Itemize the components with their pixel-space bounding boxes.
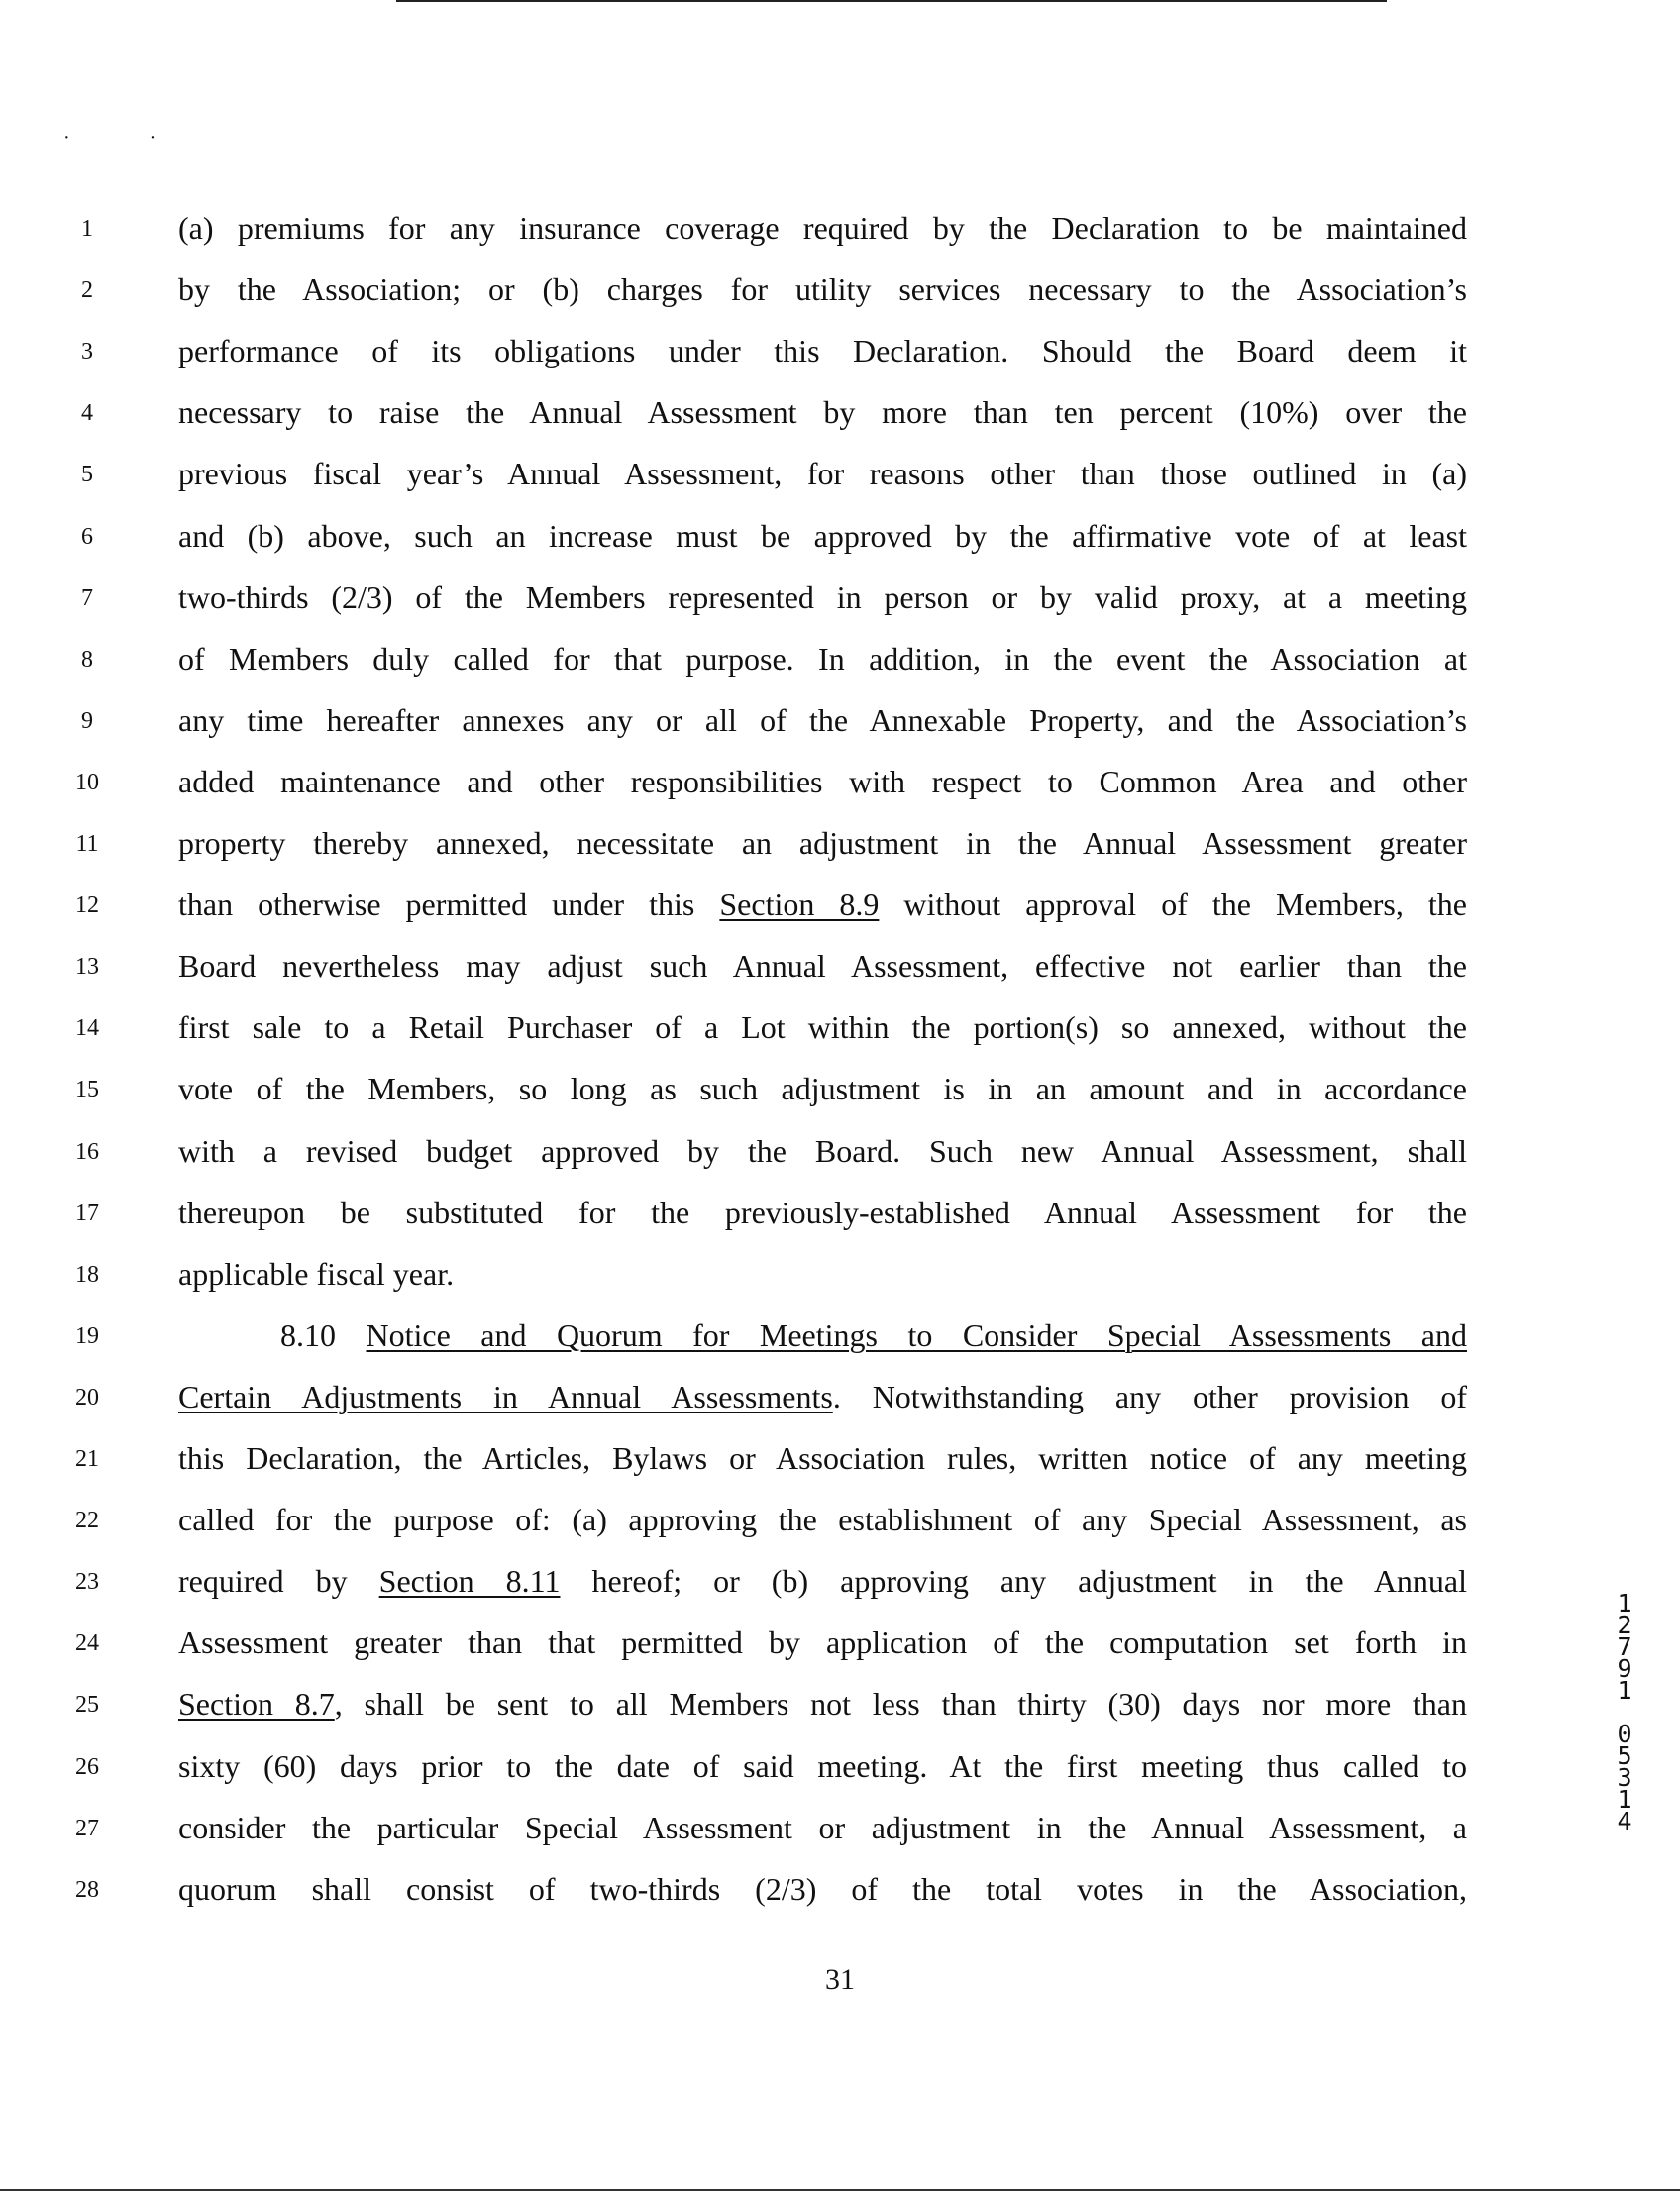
line-text [178, 1379, 1467, 1415]
line-number: 9 [81, 707, 93, 734]
line-number: 11 [75, 831, 99, 857]
line-text [178, 1563, 1467, 1600]
stamp-digit: 7 [1617, 1632, 1632, 1661]
text-line [0, 518, 1680, 558]
section-reference: Certain Adjustments in Annual Assessments [178, 1378, 833, 1414]
text-segment: , shall be sent to all Members not less than thirty (30) days nor more than [334, 1686, 1468, 1723]
text-segment: this Declaration, the Articles, Bylaws or Association rules, written notice of any meeting [178, 1440, 1467, 1476]
line-number: 4 [81, 400, 93, 427]
text-segment: vote of the Members, so long as such adjustment is in an amount and in accordance [178, 1071, 1467, 1107]
line-number: 15 [75, 1077, 99, 1103]
line-text [178, 1748, 1467, 1785]
stamp-digit: 1 [1617, 1676, 1632, 1705]
text-segment: without approval of the Members, the [879, 887, 1468, 923]
line-number: 6 [81, 523, 93, 550]
text-line [0, 1871, 1680, 1911]
text-line [0, 394, 1680, 434]
line-number: 19 [75, 1322, 99, 1349]
text-segment: added maintenance and other responsibilities with respect to Common Area and other [178, 763, 1467, 799]
text-segment: first sale to a Retail Purchaser of a Lot within the portion(s) so annexed, without the [178, 1009, 1467, 1046]
line-number: 26 [75, 1753, 99, 1780]
text-line [0, 1133, 1680, 1173]
text-line [0, 456, 1680, 495]
line-text [178, 764, 1467, 800]
line-number: 12 [75, 892, 99, 919]
line-text [178, 1502, 1467, 1538]
line-text [178, 1009, 1467, 1046]
text-segment: performance of its obligations under this Declaration. Should the Board deem it [178, 333, 1467, 369]
line-number: 23 [75, 1569, 99, 1596]
line-number: 28 [75, 1876, 99, 1903]
line-number: 24 [75, 1630, 99, 1657]
line-text [178, 579, 1467, 616]
stamp-digit: 0 [1617, 1720, 1632, 1748]
section-reference: Section 8.11 [378, 1563, 561, 1600]
stamp-digit: 3 [1617, 1763, 1632, 1792]
text-segment: any time hereafter annexes any or all of the Annexable Property, and the Association’s [178, 701, 1467, 738]
text-segment: Assessment greater than that permitted by application of the computation set forth in [178, 1624, 1467, 1661]
text-line [0, 641, 1680, 680]
text-segment: Board nevertheless may adjust such Annual Assessment, effective not earlier than the [178, 948, 1467, 985]
line-number: 1 [81, 216, 93, 242]
text-segment: applicable fiscal year. [178, 1255, 455, 1292]
scan-bottom-edge [0, 2189, 1680, 2191]
text-line [0, 825, 1680, 865]
text-line [0, 1009, 1680, 1049]
text-line [0, 1379, 1680, 1418]
stamp-digit: 2 [1617, 1611, 1632, 1639]
line-number: 10 [75, 769, 99, 795]
text-line [0, 333, 1680, 372]
text-segment: thereupon be substituted for the previously-established Annual Assessment for the [178, 1194, 1467, 1230]
text-segment: quorum shall consist of two-thirds (2/3) of the total votes in the Association, [178, 1870, 1467, 1907]
line-text [178, 1810, 1467, 1846]
line-text [178, 518, 1467, 555]
line-text [178, 948, 1467, 985]
line-text [280, 1317, 1467, 1354]
line-text [178, 1686, 1467, 1723]
text-line [0, 1317, 1680, 1357]
text-line [0, 1563, 1680, 1603]
line-number: 14 [75, 1015, 99, 1042]
text-segment: previous fiscal year’s Annual Assessment, for reasons other than those outlined in (a) [178, 456, 1467, 492]
line-number: 22 [75, 1508, 99, 1534]
text-line [0, 1807, 1680, 1849]
line-text [178, 1071, 1467, 1107]
line-number: 27 [75, 1815, 99, 1841]
line-text [178, 1440, 1467, 1477]
line-number: 25 [75, 1692, 99, 1719]
text-segment: by the Association; or (b) charges for utility services necessary to the Association’s [178, 271, 1467, 308]
line-text [178, 210, 1467, 247]
recording-stamp-number [1613, 1589, 1636, 1835]
stamp-digit: 5 [1617, 1741, 1632, 1770]
line-text [178, 887, 1467, 923]
text-segment: consider the particular Special Assessment or adjustment in the Annual Assessment, a [178, 1809, 1467, 1845]
line-number: 2 [81, 277, 93, 304]
line-number: 16 [75, 1138, 99, 1165]
text-line [0, 948, 1680, 988]
line-number: 8 [81, 646, 93, 673]
section-reference: Notice and Quorum for Meetings to Consider Special Assessments and [366, 1316, 1468, 1353]
line-number: 7 [81, 584, 93, 611]
line-number: 18 [75, 1261, 99, 1288]
text-line [0, 1747, 1680, 1792]
line-text [178, 1256, 1467, 1293]
line-number: 5 [81, 462, 93, 488]
line-text [178, 1624, 1467, 1661]
scan-top-edge [396, 0, 1387, 2]
line-number: 21 [75, 1446, 99, 1472]
text-segment: hereof; or (b) approving any adjustment in the Annual [560, 1563, 1468, 1600]
section-reference: Section 8.7 [178, 1686, 335, 1723]
line-number: 3 [81, 339, 93, 366]
line-text [178, 1195, 1467, 1231]
line-text [178, 456, 1467, 492]
line-text [178, 394, 1467, 431]
text-line [0, 1256, 1680, 1296]
stamp-digit: 1 [1617, 1785, 1632, 1814]
line-text [178, 825, 1467, 862]
stamp-digit: 4 [1617, 1807, 1632, 1835]
line-text [178, 641, 1467, 678]
text-line [0, 1440, 1680, 1480]
line-text [178, 333, 1467, 369]
line-number: 13 [75, 954, 99, 981]
page-number: 31 [825, 1963, 855, 1996]
line-text [178, 271, 1467, 308]
text-segment: with a revised budget approved by the Board. Such new Annual Assessment, shall [178, 1132, 1467, 1169]
text-line [0, 271, 1680, 311]
text-segment: of Members duly called for that purpose. In addition, in the event the Association at [178, 640, 1467, 677]
text-line [0, 1071, 1680, 1110]
line-text [178, 702, 1467, 739]
text-segment: (a) premiums for any insurance coverage required by the Declaration to be maintained [178, 210, 1467, 246]
text-line [0, 1686, 1680, 1726]
text-line [0, 764, 1680, 803]
text-segment: sixty (60) days prior to the date of said meeting. At the first meeting thus called to [178, 1747, 1467, 1784]
text-segment: two-thirds (2/3) of the Members represented in person or by valid proxy, at a meeting [178, 578, 1467, 615]
text-line [0, 1624, 1680, 1664]
text-line [0, 579, 1680, 619]
line-text [178, 1133, 1467, 1170]
text-segment: required by [178, 1563, 379, 1600]
line-number: 17 [75, 1200, 99, 1226]
text-segment: property thereby annexed, necessitate an adjustment in the Annual Assessment greater [178, 825, 1467, 861]
text-segment: 8.10 [280, 1316, 367, 1353]
text-line [0, 1502, 1680, 1541]
stamp-digit: 1 [1617, 1589, 1632, 1618]
text-line [0, 1195, 1680, 1234]
line-text [178, 1871, 1467, 1908]
text-segment: called for the purpose of: (a) approving the establishment of any Special Assessment, as [178, 1502, 1467, 1538]
text-line [0, 702, 1680, 742]
text-segment: and (b) above, such an increase must be approved by the affirmative vote of at least [178, 517, 1467, 554]
text-segment: . Notwithstanding any other provision of [832, 1378, 1468, 1414]
text-segment: than otherwise permitted under this [178, 887, 720, 923]
scan-marks: ·· [63, 127, 236, 149]
stamp-digit: 9 [1617, 1654, 1632, 1683]
text-segment: necessary to raise the Annual Assessment by more than ten percent (10%) over the [178, 394, 1467, 431]
text-line [0, 210, 1680, 250]
section-reference: Section 8.9 [719, 887, 880, 923]
text-line [0, 887, 1680, 926]
line-number: 20 [75, 1384, 99, 1411]
